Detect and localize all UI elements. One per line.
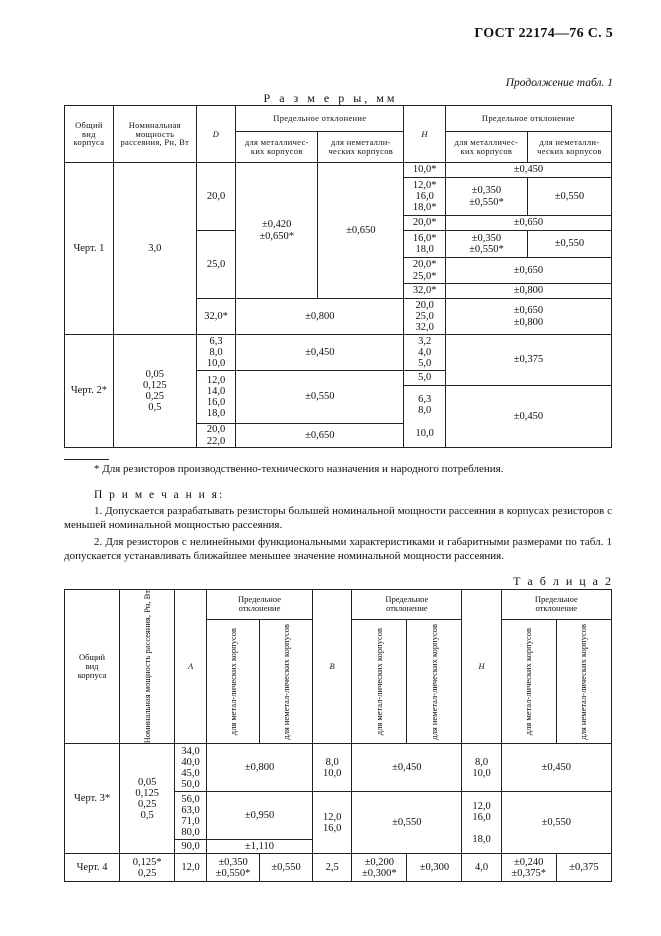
cell-type: Черт. 2*: [65, 335, 114, 448]
notes-title: П р и м е ч а н и я:: [94, 489, 225, 501]
cell-h: 32,0*: [404, 284, 446, 299]
col-header-b: B: [313, 590, 352, 744]
col-header-a: A: [175, 590, 207, 744]
cell-power: 0,125* 0,25: [120, 854, 175, 882]
cell-d: 6,3 8,0 10,0: [196, 335, 235, 371]
col-header-metal: для метал-личеcких корпусов: [352, 619, 407, 743]
cell-a: 56,0 63,0 71,0 80,0: [175, 792, 207, 840]
cell-power: 0,05 0,125 0,25 0,5: [120, 744, 175, 854]
cell-h: 3,2 4,0 5,0: [404, 335, 446, 371]
cell-h: 20,0*: [404, 216, 446, 231]
footnote-divider: [64, 459, 109, 460]
cell-d: 20,0: [196, 163, 235, 231]
cell-b-dev-nonmetal: ±0,300: [407, 854, 462, 882]
table-row: [65, 854, 612, 882]
cell-type: Черт. 1: [65, 163, 114, 335]
cell-a-dev: ±0,800: [207, 744, 313, 792]
cell-h-dev-nonmetal: ±0,550: [527, 178, 611, 216]
col-header-deviation-b: Предельное отклонение: [352, 590, 462, 620]
table-1: [64, 105, 612, 448]
cell-h: 5,0: [404, 371, 446, 386]
col-header-power: Номинальная мощность рассеяния, Pн, Вт: [113, 106, 196, 163]
cell-h-dev-metal: ±0,350 ±0,550*: [445, 231, 527, 258]
cell-d: 25,0: [196, 231, 235, 299]
cell-b-dev: ±0,450: [352, 744, 462, 792]
cell-d: 20,0 22,0: [196, 424, 235, 448]
table-continuation-label: Продолжение табл. 1: [505, 77, 613, 89]
cell-power: 3,0: [113, 163, 196, 335]
cell-h-dev-nonmetal: ±0,375: [556, 854, 611, 882]
cell-a: 34,0 40,0 45,0 50,0: [175, 744, 207, 792]
cell-h-dev: ±0,375: [445, 335, 611, 386]
dimensions-caption: Р а з м е р ы, мм: [263, 91, 398, 105]
cell-h-dev: ±0,450: [445, 163, 611, 178]
col-header-h: H: [404, 106, 446, 163]
page-header: ГОСТ 22174—76 С. 5: [474, 26, 613, 41]
cell-h: 12,0 16,0 18,0: [462, 792, 501, 854]
cell-a-dev: ±0,950: [207, 792, 313, 840]
cell-h: 16,0* 18,0: [404, 231, 446, 258]
cell-d: 12,0 14,0 16,0 18,0: [196, 371, 235, 424]
col-header-metal: для металличес- ких корпусов: [445, 132, 527, 163]
cell-a: 12,0: [175, 854, 207, 882]
cell-h-dev: ±0,450: [445, 386, 611, 448]
cell-dev-nonmetal: ±0,650: [318, 163, 404, 299]
col-header-deviation-h: Предельное отклонение: [445, 106, 611, 132]
note-2: 2. Для резисторов с нелинейными функциональными характеристиками и габаритными размерами по табл. 1 допускается устанавливать ближайшее меньшее значение номинальной мощности рассеяния.: [64, 536, 612, 562]
cell-h-dev: ±0,650: [445, 258, 611, 284]
cell-h-dev: ±0,650: [445, 216, 611, 231]
col-header-power: Номинальная мощность рассеяния, Pн, Вт: [120, 590, 175, 744]
col-header-metal: для метал-личеcких корпусов: [501, 619, 556, 743]
cell-power: 0,05 0,125 0,25 0,5: [113, 335, 196, 448]
footnote: * Для резисторов производственно-технического назначения и народного потребления.: [94, 463, 504, 475]
table-row: [65, 744, 612, 792]
cell-dev-both: ±0,650: [236, 424, 404, 448]
col-header-type: Общий вид корпуса: [65, 106, 114, 163]
cell-h: 4,0: [462, 854, 501, 882]
col-header-metal: для метал-личеcких корпусов: [207, 619, 260, 743]
cell-a-dev-metal: ±0,350 ±0,550*: [207, 854, 260, 882]
col-header-type: Общий вид корпуса: [65, 590, 120, 744]
cell-b: 8,0 10,0: [313, 744, 352, 792]
cell-h: 8,0 10,0: [462, 744, 501, 792]
cell-h-dev-nonmetal: ±0,550: [527, 231, 611, 258]
cell-a-dev: ±1,110: [207, 840, 313, 854]
cell-h: 10,0*: [404, 163, 446, 178]
cell-h-dev-metal: ±0,240 ±0,375*: [501, 854, 556, 882]
col-header-nonmetal: для неметалли- ческих корпусов: [318, 132, 404, 163]
cell-b: 2,5: [313, 854, 352, 882]
cell-dev-both: ±0,550: [236, 371, 404, 424]
col-header-d: D: [196, 106, 235, 163]
table-2-caption: Т а б л и ц а 2: [513, 574, 613, 588]
col-header-deviation-d: Предельное отклонение: [236, 106, 404, 132]
note-1: 1. Допускается разрабатывать резисторы большей номинальной мощности рассеяния в корпусах резисторов с меньшей номинальной мощностью рассеяния.: [64, 505, 612, 531]
col-header-h: H: [462, 590, 501, 744]
cell-h-dev: ±0,650 ±0,800: [445, 299, 611, 335]
table-2: [64, 589, 612, 882]
cell-b-dev: ±0,550: [352, 792, 462, 854]
cell-h: 12,0* 16,0 18,0*: [404, 178, 446, 216]
cell-a: 90,0: [175, 840, 207, 854]
col-header-metal: для металличес- ких корпусов: [236, 132, 318, 163]
cell-dev-both: ±0,800: [236, 299, 404, 335]
col-header-nonmetal: для неметал-лических корпусов: [260, 619, 313, 743]
cell-h: 20,0 25,0 32,0: [404, 299, 446, 335]
col-header-deviation-h: Предельное отклонение: [501, 590, 611, 620]
cell-h: 6,3 8,0 10,0: [404, 386, 446, 448]
cell-h-dev: ±0,550: [501, 792, 611, 854]
col-header-nonmetal: для неметал-лических корпусов: [407, 619, 462, 743]
col-header-nonmetal: для неметалли- ческих корпусов: [527, 132, 611, 163]
cell-b: 12,0 16,0: [313, 792, 352, 854]
cell-d: 32,0*: [196, 299, 235, 335]
cell-h-dev: ±0,450: [501, 744, 611, 792]
cell-h: 20,0* 25,0*: [404, 258, 446, 284]
cell-type: Черт. 3*: [65, 744, 120, 854]
cell-h-dev-metal: ±0,350 ±0,550*: [445, 178, 527, 216]
cell-type: Черт. 4: [65, 854, 120, 882]
cell-h-dev: ±0,800: [445, 284, 611, 299]
cell-dev-metal: ±0,420 ±0,650*: [236, 163, 318, 299]
table-row: [65, 335, 612, 371]
col-header-deviation-a: Предельное отклонение: [207, 590, 313, 620]
cell-a-dev-nonmetal: ±0,550: [260, 854, 313, 882]
cell-b-dev-metal: ±0,200 ±0,300*: [352, 854, 407, 882]
cell-dev-both: ±0,450: [236, 335, 404, 371]
table-row: [65, 163, 612, 178]
col-header-nonmetal: для неметал-лических корпусов: [556, 619, 611, 743]
